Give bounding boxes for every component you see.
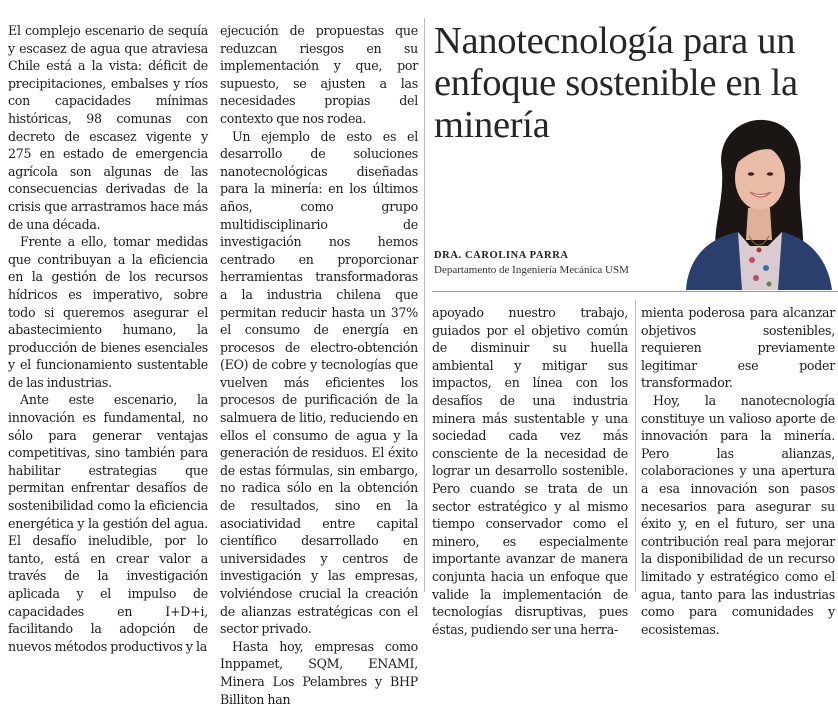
paragraph: Un ejemplo de esto es el desarrollo de soluciones nanotecnológicas diseñadas para la minería: en los últimos años, como grupo multidisciplinario de investigación nos hemos centrado en proporcionar herramientas transformadoras a la industria chilena que permitan reducir hasta un 37% el consumo de energía en procesos de electro-obtención (EO) de cobre y tecnologías que vuelven más eficientes los procesos de purificación de la salmuera de litio, reduciendo en ellos el consumo de agua y la generación de residuos. El éxito de estas fórmulas, sin embargo, no radica sólo en la obtención de resultados, sino en la asociatividad entre capital científico desarrollado en universidades y centros de investigación y las empresas, volviéndose crucial la creación de alianzas estratégicas con el sector privado.	[220, 128, 418, 637]
paragraph: El complejo escenario de sequía y escasez de agua que atraviesa Chile está a la vista: déficit de precipitaciones, embalses y ríos con capacidades mínimas históricas, 98 comunas con decreto de escasez vigente y 275 en estado de emergencia agrícola son algunas de las consecuencias derivadas de la crisis que arrastramos hace más de una década.	[8, 23, 208, 232]
article-column-2	[220, 22, 418, 707]
paragraph: apoyado nuestro trabajo, guiados por el objetivo común de disminuir su huella ambiental y mitigar sus impactos, en línea con los desafíos de una industria minera más sustentable y una sociedad cada vez más consciente de la necesidad de lograr un desarrollo sostenible. Pero cuando se trata de un sector estratégico y al mismo tiempo conservador como el minero, es especialmente importante avanzar de manera conjunta hacia un enfoque que valide la implementación de tecnologías disruptivas, pues éstas, pudiendo ser una herra-	[432, 305, 628, 637]
column-divider	[635, 300, 636, 592]
article-column-1	[8, 22, 208, 654]
article-title: Nanotecnología para un enfoque sostenible en la minería	[434, 20, 798, 146]
paragraph: Frente a ello, tomar medidas que contribuyan a la eficiencia en la gestión de los recursos hídricos es imperativo, sobre todo si queremos asegurar el abastecimiento humano, la producción de bienes esenciales y el funcionamiento sustentable de las industrias.	[8, 234, 208, 390]
paragraph: mienta poderosa para alcanzar objetivos sostenibles, requieren previamente legitimar ese poder transformador.	[641, 305, 835, 391]
paragraph: Hasta hoy, empresas como Inppamet, SQM, ENAMI, Minera Los Pelambres y BHP Billiton han	[220, 638, 418, 707]
article-column-3	[432, 304, 628, 637]
section-divider	[432, 291, 838, 292]
author-photo	[672, 108, 838, 290]
author-name: DRA. CAROLINA PARRA	[434, 250, 569, 261]
article-column-4	[641, 304, 835, 637]
author-department: Departamento de Ingeniería Mecánica USM	[434, 264, 629, 276]
paragraph: Ante este escenario, la innovación es fundamental, no sólo para generar ventajas competitivas, sino también para habilitar estrategias que permitan enfrentar desafíos de sostenibilidad como la eficiencia energética y la gestión del agua. El desafío ineludible, por lo tanto, está en crear valor a través de la investigación aplicada y el impulso de capacidades en I+D+i, facilitando la adopción de nuevos métodos productivos y la	[8, 392, 208, 654]
column-divider	[424, 18, 425, 592]
paragraph: ejecución de propuestas que reduzcan riesgos en su implementación y que, por supuesto, se ajusten a las necesidades propias del contexto que nos rodea.	[220, 23, 418, 126]
paragraph: Hoy, la nanotecnología constituye un valioso aporte de innovación para la minería. Pero las alianzas, colaboraciones y una apertura a esa innovación son pasos necesarios para asegurar su éxito y, en el futuro, ser una contribución real para mejorar la disponibilidad de un recurso limitado y estratégico como el agua, tanto para las industrias como para comunidades y ecosistemas.	[641, 392, 835, 637]
